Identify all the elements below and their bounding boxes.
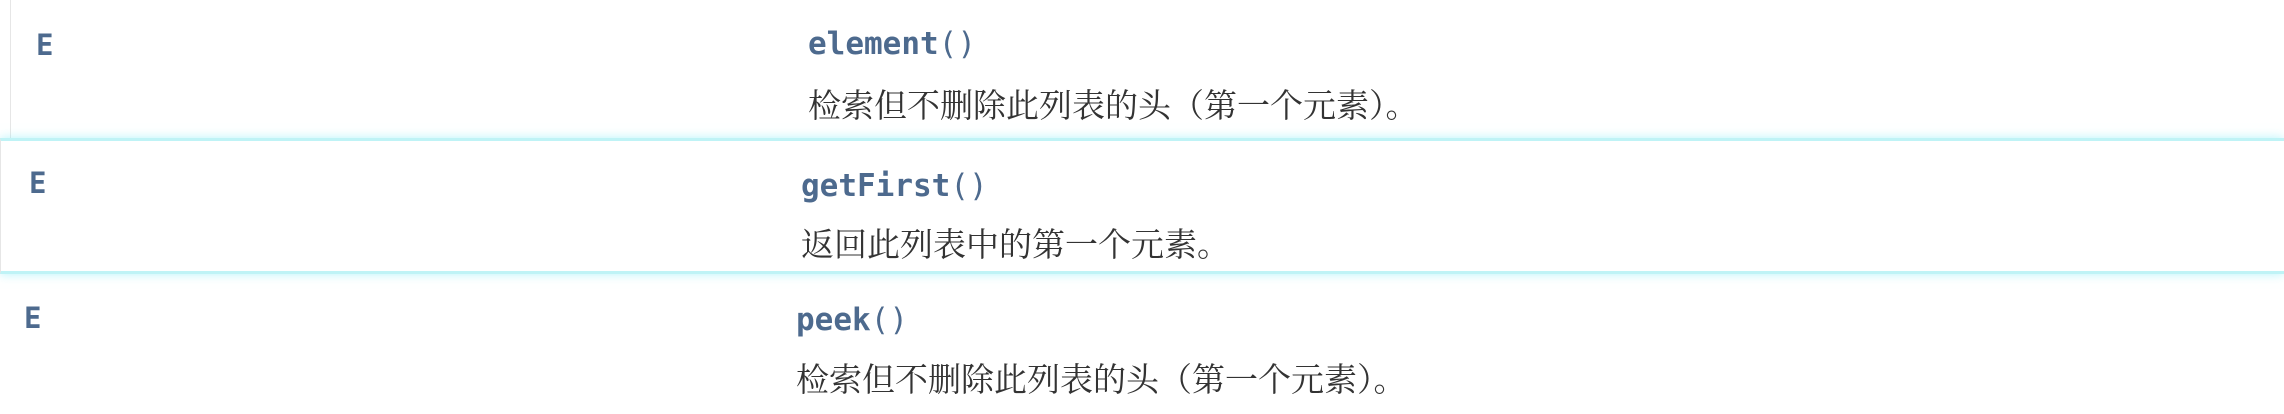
method-params: () <box>870 302 908 338</box>
table-row-highlighted <box>0 138 2284 274</box>
table-row <box>0 274 2284 414</box>
method-signature <box>801 168 988 204</box>
method-signature <box>808 26 976 62</box>
method-params: () <box>950 168 988 204</box>
method-params: () <box>938 26 976 62</box>
row-divider <box>10 0 11 138</box>
method-name-link[interactable]: peek <box>796 302 871 338</box>
return-type: E <box>24 301 42 335</box>
return-type: E <box>36 28 54 62</box>
method-description: 检索但不删除此列表的头（第一个元素）。 <box>808 86 1419 125</box>
table-row <box>0 0 2284 138</box>
return-type: E <box>29 166 47 200</box>
method-name-link[interactable]: getFirst <box>801 168 951 204</box>
method-signature <box>796 302 908 338</box>
method-name-link[interactable]: element <box>808 26 939 62</box>
method-description: 检索但不删除此列表的头（第一个元素）。 <box>796 360 1407 399</box>
method-description: 返回此列表中的第一个元素。 <box>801 225 1230 264</box>
